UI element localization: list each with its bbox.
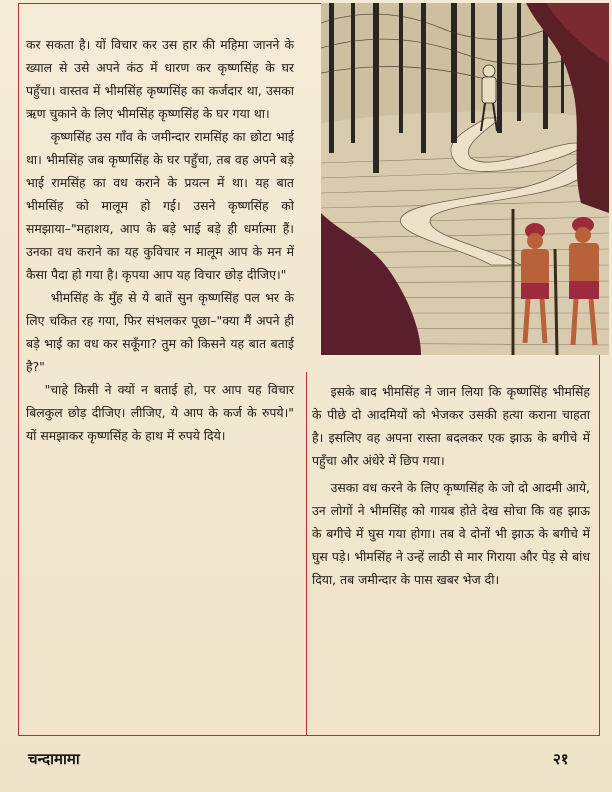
paragraph: "चाहे किसी ने क्यों न बताई हो, पर आप यह विचार बिलकुल छोड़ दीजिए। लीजिए, ये आप के कर्ज के रुपये।" यों समझाकर कृष्णसिंह के हाथ में रुपये दिये। bbox=[26, 382, 294, 443]
frame-line-right bbox=[599, 352, 600, 736]
paragraph: भीमसिंह के मुँह से ये बातें सुन कृष्णसिंह पल भर के लिए चकित रह गया, फिर संभलकर पूछा–"क्या मैं अपने ही बड़े भाई का वध कर सकूँगा? तुम को किसने यह बात बताई है?" bbox=[26, 290, 294, 374]
paragraph: कर सकता है। यों विचार कर उस हार की महिमा जानने के ख्याल से उसे अपने कंठ में धारण कर कृष्णसिंह के घर पहुँचा। वास्तव में भीमसिंह कृष्णसिंह का कर्जदार था, उसका ऋण चुकाने के लिए भीमसिंह कृष्णसिंह के घर गया था। bbox=[26, 37, 294, 121]
paragraph: उसका वध करने के लिए कृष्णसिंह के जो दो आदमी आये, उन लोगों ने भीमसिंह को गायब होते देख सोचा कि वह झाऊ के बगीचे में घुस गया होगा। तब वे दोनों भी झाऊ के बगीचे में घुस पड़े। भीमसिंह ने उन्हें लाठी से मार गिराया और पेड़ से बांध दिया, तब जमीन्दार के पास खबर भेज दी। bbox=[312, 480, 590, 587]
paragraph: कृष्णसिंह उस गाँव के जमीन्दार रामसिंह का छोटा भाई था। भीमसिंह जब कृष्णसिंह के घर पहुँचा, तब वह अपने बड़े भाई रामसिंह का वध कराने के प्रयत्न में था। यह बात भीमसिंह को मालूम हो गई। उसने कृष्णसिंह को समझाया–"महाशय, आप के बड़े भाई बड़े ही धर्मात्मा हैं। उनका वध कराने का यह कुविचार न मालूम आप के मन में कैसा पैदा हो गया है। कृपया आप यह विचार छोड़ दीजिए।" bbox=[26, 129, 294, 282]
page-number: २१ bbox=[553, 750, 569, 768]
magazine-name: चन्दामामा bbox=[28, 750, 80, 768]
forest-path-two-men-illustration bbox=[321, 3, 609, 355]
column-divider bbox=[306, 372, 307, 735]
left-text-column bbox=[26, 33, 294, 447]
right-text-column bbox=[312, 380, 590, 591]
paragraph: इसके बाद भीमसिंह ने जान लिया कि कृष्णसिंह भीमसिंह के पीछे दो आदमियों को भेजकर उसकी हत्या कराना चाहता है। इसलिए वह अपना रास्ता बदलकर एक झाऊ के बगीचे में पहुँचा और अंधेरे में छिप गया। bbox=[312, 384, 590, 468]
frame-line-left bbox=[18, 3, 19, 736]
frame-line-bottom bbox=[18, 735, 600, 736]
frame-line-top bbox=[18, 3, 321, 4]
